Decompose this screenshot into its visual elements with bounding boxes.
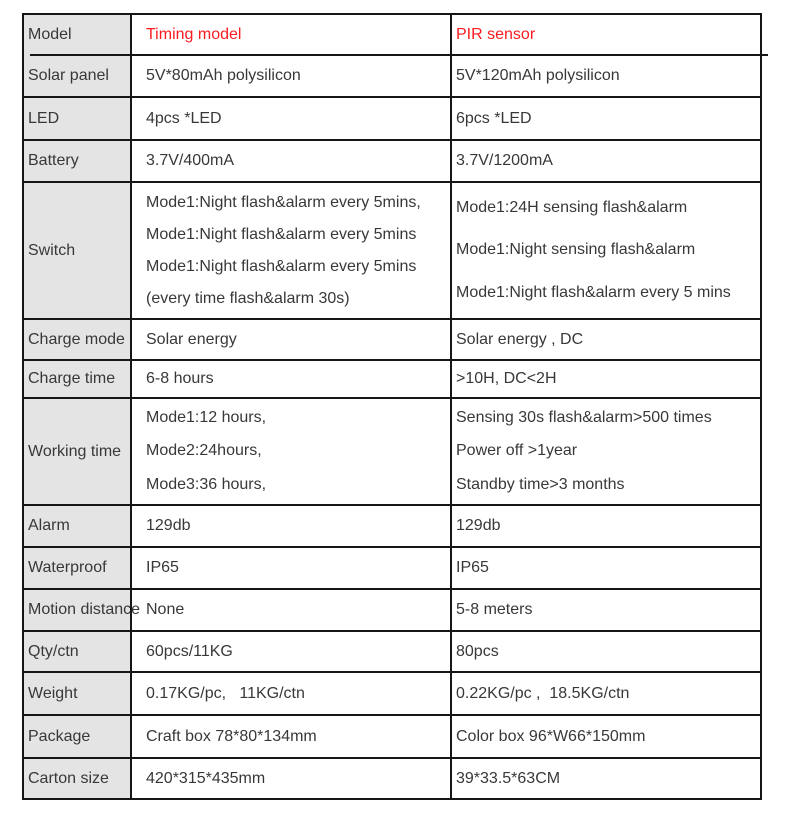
- timing-cell: [131, 631, 451, 672]
- header-timing-cell: [131, 14, 451, 55]
- timing-cell: [131, 715, 451, 758]
- row-label-cell: [23, 55, 131, 97]
- row-label-cell: [23, 360, 131, 398]
- row-label-cell: [23, 182, 131, 319]
- timing-cell: [131, 140, 451, 182]
- cell-value: >10H, DC<2H: [456, 370, 557, 387]
- cell-value-line: Mode3:36 hours,: [146, 475, 267, 493]
- row-label: Waterproof: [28, 559, 107, 576]
- cell-value-line: Mode1:24H sensing flash&alarm: [456, 198, 688, 216]
- table-row-waterproof: [23, 547, 761, 589]
- pir-cell: [451, 589, 761, 631]
- timing-cell: [131, 398, 451, 505]
- table-row-switch: [23, 182, 761, 319]
- cell-value-line: Mode1:Night flash&alarm every 5mins: [146, 257, 417, 275]
- header-pir-cell: [451, 14, 761, 55]
- header-row-underline: [30, 54, 768, 56]
- cell-value: 80pcs: [456, 642, 499, 660]
- spec-table: [22, 13, 762, 800]
- cell-value-line: Mode1:Night flash&alarm every 5mins: [146, 225, 417, 243]
- row-label: Motion distance: [28, 601, 141, 618]
- cell-value: IP65: [146, 559, 179, 576]
- pir-cell: [451, 360, 761, 398]
- pir-cell: [451, 672, 761, 715]
- pir-cell: [451, 505, 761, 547]
- cell-value: None: [146, 601, 185, 618]
- header-label: Model: [28, 26, 72, 43]
- row-label: Charge time: [28, 370, 116, 387]
- row-label-cell: [23, 398, 131, 505]
- cell-value: 129db: [146, 517, 191, 534]
- pir-cell: [451, 97, 761, 140]
- row-label: Weight: [28, 684, 78, 702]
- table-row-alarm: [23, 505, 761, 547]
- multiline-value: [456, 402, 760, 502]
- table-header-row: [23, 14, 761, 55]
- cell-value: Solar energy , DC: [456, 330, 584, 348]
- table-row-solar-panel: [23, 55, 761, 97]
- cell-value: IP65: [456, 559, 489, 576]
- row-label-cell: [23, 505, 131, 547]
- row-label-cell: [23, 672, 131, 715]
- header-pir-sensor: PIR sensor: [456, 26, 536, 43]
- header-timing-model: Timing model: [146, 26, 242, 43]
- timing-cell: [131, 758, 451, 799]
- table-row-motion-distance: [23, 589, 761, 631]
- cell-value: 420*315*435mm: [146, 769, 266, 787]
- row-label: Solar panel: [28, 66, 109, 84]
- table-row-package: [23, 715, 761, 758]
- cell-value-line: Standby time>3 months: [456, 475, 625, 493]
- timing-cell: [131, 360, 451, 398]
- pir-cell: [451, 715, 761, 758]
- cell-value: 4pcs *LED: [146, 109, 222, 127]
- row-label-cell: [23, 319, 131, 360]
- cell-value: 3.7V/400mA: [146, 152, 235, 169]
- cell-value-line: Power off >1year: [456, 442, 578, 460]
- cell-value-line: Mode1:Night flash&alarm every 5 mins: [456, 284, 731, 302]
- cell-value: 5-8 meters: [456, 601, 533, 618]
- timing-cell: [131, 182, 451, 319]
- row-label: LED: [28, 109, 60, 127]
- pir-cell: [451, 319, 761, 360]
- cell-value: 0.17KG/pc, 11KG/ctn: [146, 684, 305, 702]
- timing-cell: [131, 505, 451, 547]
- table-row-charge-mode: [23, 319, 761, 360]
- pir-cell: [451, 140, 761, 182]
- table-row-carton-size: [23, 758, 761, 799]
- pir-cell: [451, 55, 761, 97]
- cell-value-line: Mode2:24hours,: [146, 442, 262, 460]
- row-label: Charge mode: [28, 330, 125, 348]
- row-label-cell: [23, 97, 131, 140]
- cell-value: 0.22KG/pc , 18.5KG/ctn: [456, 684, 630, 702]
- timing-cell: [131, 55, 451, 97]
- cell-value: 5V*120mAh polysilicon: [456, 66, 620, 84]
- row-label: Package: [28, 727, 91, 745]
- pir-cell: [451, 547, 761, 589]
- row-label-cell: [23, 758, 131, 799]
- timing-cell: [131, 589, 451, 631]
- row-label: Working time: [28, 442, 122, 460]
- multiline-value: [456, 187, 760, 315]
- header-label-cell: [23, 14, 131, 55]
- multiline-value: [146, 187, 450, 315]
- cell-value: 129db: [456, 517, 501, 534]
- row-label-cell: [23, 589, 141, 631]
- cell-value: Craft box 78*80*134mm: [146, 727, 317, 745]
- row-label-cell: [23, 715, 131, 758]
- cell-value: 6-8 hours: [146, 370, 214, 387]
- table-row-charge-time: [23, 360, 761, 398]
- timing-cell: [131, 319, 451, 360]
- table-row-battery: [23, 140, 761, 182]
- row-label-cell: [23, 631, 131, 672]
- row-label: Battery: [28, 152, 79, 169]
- row-label: Alarm: [28, 517, 70, 534]
- table-row-weight: [23, 672, 761, 715]
- cell-value: 5V*80mAh polysilicon: [146, 66, 301, 84]
- row-label-cell: [23, 547, 131, 589]
- cell-value-line: Mode1:Night flash&alarm every 5mins,: [146, 193, 421, 211]
- cell-value-line: Mode1:Night sensing flash&alarm: [456, 241, 696, 259]
- timing-cell: [131, 97, 451, 140]
- cell-value: Solar energy: [146, 330, 237, 348]
- cell-value: 6pcs *LED: [456, 109, 532, 127]
- cell-value-line: Sensing 30s flash&alarm>500 times: [456, 409, 712, 427]
- pir-cell: [451, 758, 761, 799]
- row-label-cell: [23, 140, 131, 182]
- row-label: Switch: [28, 241, 76, 259]
- cell-value-line: Mode1:12 hours,: [146, 409, 267, 427]
- pir-cell: [451, 631, 761, 672]
- table-row-working-time: [23, 398, 761, 505]
- table-row-led: [23, 97, 761, 140]
- cell-value: 39*33.5*63CM: [456, 769, 561, 787]
- row-label: Qty/ctn: [28, 642, 79, 660]
- multiline-value: [146, 402, 450, 502]
- timing-cell: [131, 547, 451, 589]
- row-label: Carton size: [28, 769, 109, 787]
- table-row-qty-ctn: [23, 631, 761, 672]
- cell-value-line: (every time flash&alarm 30s): [146, 289, 350, 307]
- spec-table-wrapper: [22, 13, 768, 800]
- pir-cell: [451, 182, 761, 319]
- pir-cell: [451, 398, 761, 505]
- timing-cell: [131, 672, 451, 715]
- cell-value: Color box 96*W66*150mm: [456, 727, 646, 745]
- cell-value: 60pcs/11KG: [146, 642, 233, 660]
- cell-value: 3.7V/1200mA: [456, 152, 553, 169]
